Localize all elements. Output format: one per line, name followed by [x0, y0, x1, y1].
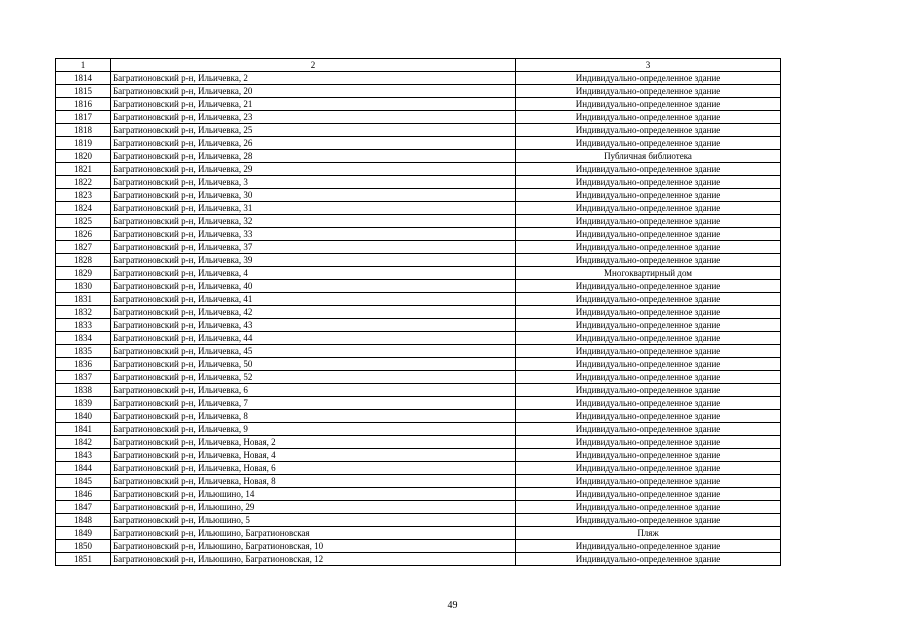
row-number: 1840: [56, 410, 111, 423]
table-row: [56, 241, 781, 254]
row-number: 1835: [56, 345, 111, 358]
row-object-type: Индивидуально-определенное здание: [516, 462, 781, 475]
row-number: 1819: [56, 137, 111, 150]
row-address: Багратионовский р-н, Ильичевка, 39: [111, 254, 516, 267]
table-row: [56, 228, 781, 241]
row-object-type: Индивидуально-определенное здание: [516, 540, 781, 553]
row-number: 1848: [56, 514, 111, 527]
row-address: Багратионовский р-н, Ильичевка, 52: [111, 371, 516, 384]
row-address: Багратионовский р-н, Ильичевка, Новая, 8: [111, 475, 516, 488]
table-row: [56, 527, 781, 540]
table-row: [56, 280, 781, 293]
table-row: [56, 488, 781, 501]
table-row: [56, 319, 781, 332]
row-number: 1841: [56, 423, 111, 436]
row-object-type: Индивидуально-определенное здание: [516, 293, 781, 306]
row-address: Багратионовский р-н, Ильичевка, 7: [111, 397, 516, 410]
table-row: [56, 423, 781, 436]
table-row: [56, 410, 781, 423]
row-address: Багратионовский р-н, Ильичевка, Новая, 2: [111, 436, 516, 449]
row-number: 1846: [56, 488, 111, 501]
row-object-type: Индивидуально-определенное здание: [516, 98, 781, 111]
table-row: [56, 449, 781, 462]
row-object-type: Индивидуально-определенное здание: [516, 124, 781, 137]
table-row: [56, 85, 781, 98]
row-address: Багратионовский р-н, Ильичевка, 42: [111, 306, 516, 319]
row-object-type: Индивидуально-определенное здание: [516, 475, 781, 488]
row-object-type: Индивидуально-определенное здание: [516, 176, 781, 189]
row-number: 1850: [56, 540, 111, 553]
row-number: 1815: [56, 85, 111, 98]
row-object-type: Индивидуально-определенное здание: [516, 280, 781, 293]
row-address: Багратионовский р-н, Ильичевка, 31: [111, 202, 516, 215]
row-number: 1836: [56, 358, 111, 371]
row-number: 1838: [56, 384, 111, 397]
table-row: [56, 163, 781, 176]
row-number: 1842: [56, 436, 111, 449]
row-number: 1820: [56, 150, 111, 163]
row-object-type: Индивидуально-определенное здание: [516, 514, 781, 527]
table-row: [56, 436, 781, 449]
row-address: Багратионовский р-н, Ильюшино, Багратионовская, 12: [111, 553, 516, 566]
row-address: Багратионовский р-н, Ильичевка, 23: [111, 111, 516, 124]
row-number: 1831: [56, 293, 111, 306]
row-address: Багратионовский р-н, Ильюшино, 29: [111, 501, 516, 514]
row-address: Багратионовский р-н, Ильичевка, 43: [111, 319, 516, 332]
table-row: [56, 202, 781, 215]
row-object-type: Индивидуально-определенное здание: [516, 241, 781, 254]
row-object-type: Индивидуально-определенное здание: [516, 189, 781, 202]
table-row: [56, 462, 781, 475]
table-row: [56, 176, 781, 189]
row-number: 1816: [56, 98, 111, 111]
row-address: Багратионовский р-н, Ильюшино, 14: [111, 488, 516, 501]
row-object-type: Индивидуально-определенное здание: [516, 306, 781, 319]
row-address: Багратионовский р-н, Ильичевка, 26: [111, 137, 516, 150]
row-number: 1817: [56, 111, 111, 124]
table-row: [56, 358, 781, 371]
row-object-type: Индивидуально-определенное здание: [516, 85, 781, 98]
table-row: [56, 501, 781, 514]
row-object-type: Пляж: [516, 527, 781, 540]
table-row: [56, 254, 781, 267]
table-row: [56, 267, 781, 280]
row-address: Багратионовский р-н, Ильичевка, 2: [111, 72, 516, 85]
row-number: 1825: [56, 215, 111, 228]
row-address: Багратионовский р-н, Ильичевка, Новая, 4: [111, 449, 516, 462]
row-object-type: Индивидуально-определенное здание: [516, 384, 781, 397]
row-number: 1818: [56, 124, 111, 137]
row-number: 1837: [56, 371, 111, 384]
row-address: Багратионовский р-н, Ильичевка, 30: [111, 189, 516, 202]
row-object-type: Индивидуально-определенное здание: [516, 345, 781, 358]
row-number: 1851: [56, 553, 111, 566]
row-number: 1822: [56, 176, 111, 189]
row-address: Багратионовский р-н, Ильичевка, 3: [111, 176, 516, 189]
row-number: 1832: [56, 306, 111, 319]
row-number: 1839: [56, 397, 111, 410]
row-number: 1849: [56, 527, 111, 540]
row-address: Багратионовский р-н, Ильичевка, 40: [111, 280, 516, 293]
row-number: 1814: [56, 72, 111, 85]
row-address: Багратионовский р-н, Ильичевка, 6: [111, 384, 516, 397]
row-address: Багратионовский р-н, Ильичевка, Новая, 6: [111, 462, 516, 475]
row-number: 1824: [56, 202, 111, 215]
row-number: 1828: [56, 254, 111, 267]
table-row: [56, 98, 781, 111]
column-header-number: 1: [56, 59, 111, 72]
row-object-type: Индивидуально-определенное здание: [516, 111, 781, 124]
row-address: Багратионовский р-н, Ильюшино, 5: [111, 514, 516, 527]
row-number: 1829: [56, 267, 111, 280]
row-object-type: Индивидуально-определенное здание: [516, 254, 781, 267]
row-object-type: Индивидуально-определенное здание: [516, 358, 781, 371]
row-object-type: Публичная библиотека: [516, 150, 781, 163]
table-row: [56, 371, 781, 384]
row-address: Багратионовский р-н, Ильичевка, 29: [111, 163, 516, 176]
row-number: 1830: [56, 280, 111, 293]
row-object-type: Индивидуально-определенное здание: [516, 410, 781, 423]
row-number: 1845: [56, 475, 111, 488]
row-number: 1821: [56, 163, 111, 176]
row-number: 1844: [56, 462, 111, 475]
row-object-type: Индивидуально-определенное здание: [516, 332, 781, 345]
table-row: [56, 189, 781, 202]
row-object-type: Индивидуально-определенное здание: [516, 137, 781, 150]
row-address: Багратионовский р-н, Ильичевка, 8: [111, 410, 516, 423]
row-address: Багратионовский р-н, Ильичевка, 37: [111, 241, 516, 254]
table-row: [56, 384, 781, 397]
row-object-type: Индивидуально-определенное здание: [516, 215, 781, 228]
table-row: [56, 111, 781, 124]
row-address: Багратионовский р-н, Ильичевка, 21: [111, 98, 516, 111]
table-row: [56, 137, 781, 150]
table-row: [56, 72, 781, 85]
row-number: 1833: [56, 319, 111, 332]
table-header-row: [56, 59, 781, 72]
row-object-type: Индивидуально-определенное здание: [516, 423, 781, 436]
table-row: [56, 514, 781, 527]
page-number: 49: [447, 600, 458, 611]
register-table: [55, 58, 781, 566]
table-row: [56, 124, 781, 137]
row-address: Багратионовский р-н, Ильичевка, 25: [111, 124, 516, 137]
row-object-type: Индивидуально-определенное здание: [516, 319, 781, 332]
row-object-type: Индивидуально-определенное здание: [516, 228, 781, 241]
row-address: Багратионовский р-н, Ильичевка, 20: [111, 85, 516, 98]
table-row: [56, 215, 781, 228]
table-row: [56, 553, 781, 566]
table-row: [56, 293, 781, 306]
column-header-address: 2: [111, 59, 516, 72]
row-address: Багратионовский р-н, Ильичевка, 44: [111, 332, 516, 345]
column-header-object-type: 3: [516, 59, 781, 72]
row-address: Багратионовский р-н, Ильичевка, 45: [111, 345, 516, 358]
row-object-type: Многоквартирный дом: [516, 267, 781, 280]
row-object-type: Индивидуально-определенное здание: [516, 553, 781, 566]
row-number: 1827: [56, 241, 111, 254]
row-number: 1826: [56, 228, 111, 241]
table-row: [56, 150, 781, 163]
row-number: 1823: [56, 189, 111, 202]
row-object-type: Индивидуально-определенное здание: [516, 397, 781, 410]
table-row: [56, 332, 781, 345]
row-address: Багратионовский р-н, Ильичевка, 41: [111, 293, 516, 306]
row-object-type: Индивидуально-определенное здание: [516, 501, 781, 514]
row-address: Багратионовский р-н, Ильюшино, Багратионовская: [111, 527, 516, 540]
row-address: Багратионовский р-н, Ильичевка, 32: [111, 215, 516, 228]
table-row: [56, 397, 781, 410]
row-address: Багратионовский р-н, Ильюшино, Багратионовская, 10: [111, 540, 516, 553]
row-object-type: Индивидуально-определенное здание: [516, 202, 781, 215]
row-number: 1843: [56, 449, 111, 462]
row-address: Багратионовский р-н, Ильичевка, 9: [111, 423, 516, 436]
table-row: [56, 540, 781, 553]
table-row: [56, 475, 781, 488]
row-number: 1847: [56, 501, 111, 514]
row-object-type: Индивидуально-определенное здание: [516, 163, 781, 176]
row-address: Багратионовский р-н, Ильичевка, 28: [111, 150, 516, 163]
row-object-type: Индивидуально-определенное здание: [516, 449, 781, 462]
table-row: [56, 345, 781, 358]
row-address: Багратионовский р-н, Ильичевка, 50: [111, 358, 516, 371]
row-object-type: Индивидуально-определенное здание: [516, 436, 781, 449]
row-object-type: Индивидуально-определенное здание: [516, 72, 781, 85]
table-row: [56, 306, 781, 319]
row-object-type: Индивидуально-определенное здание: [516, 488, 781, 501]
row-address: Багратионовский р-н, Ильичевка, 33: [111, 228, 516, 241]
row-address: Багратионовский р-н, Ильичевка, 4: [111, 267, 516, 280]
row-number: 1834: [56, 332, 111, 345]
row-object-type: Индивидуально-определенное здание: [516, 371, 781, 384]
